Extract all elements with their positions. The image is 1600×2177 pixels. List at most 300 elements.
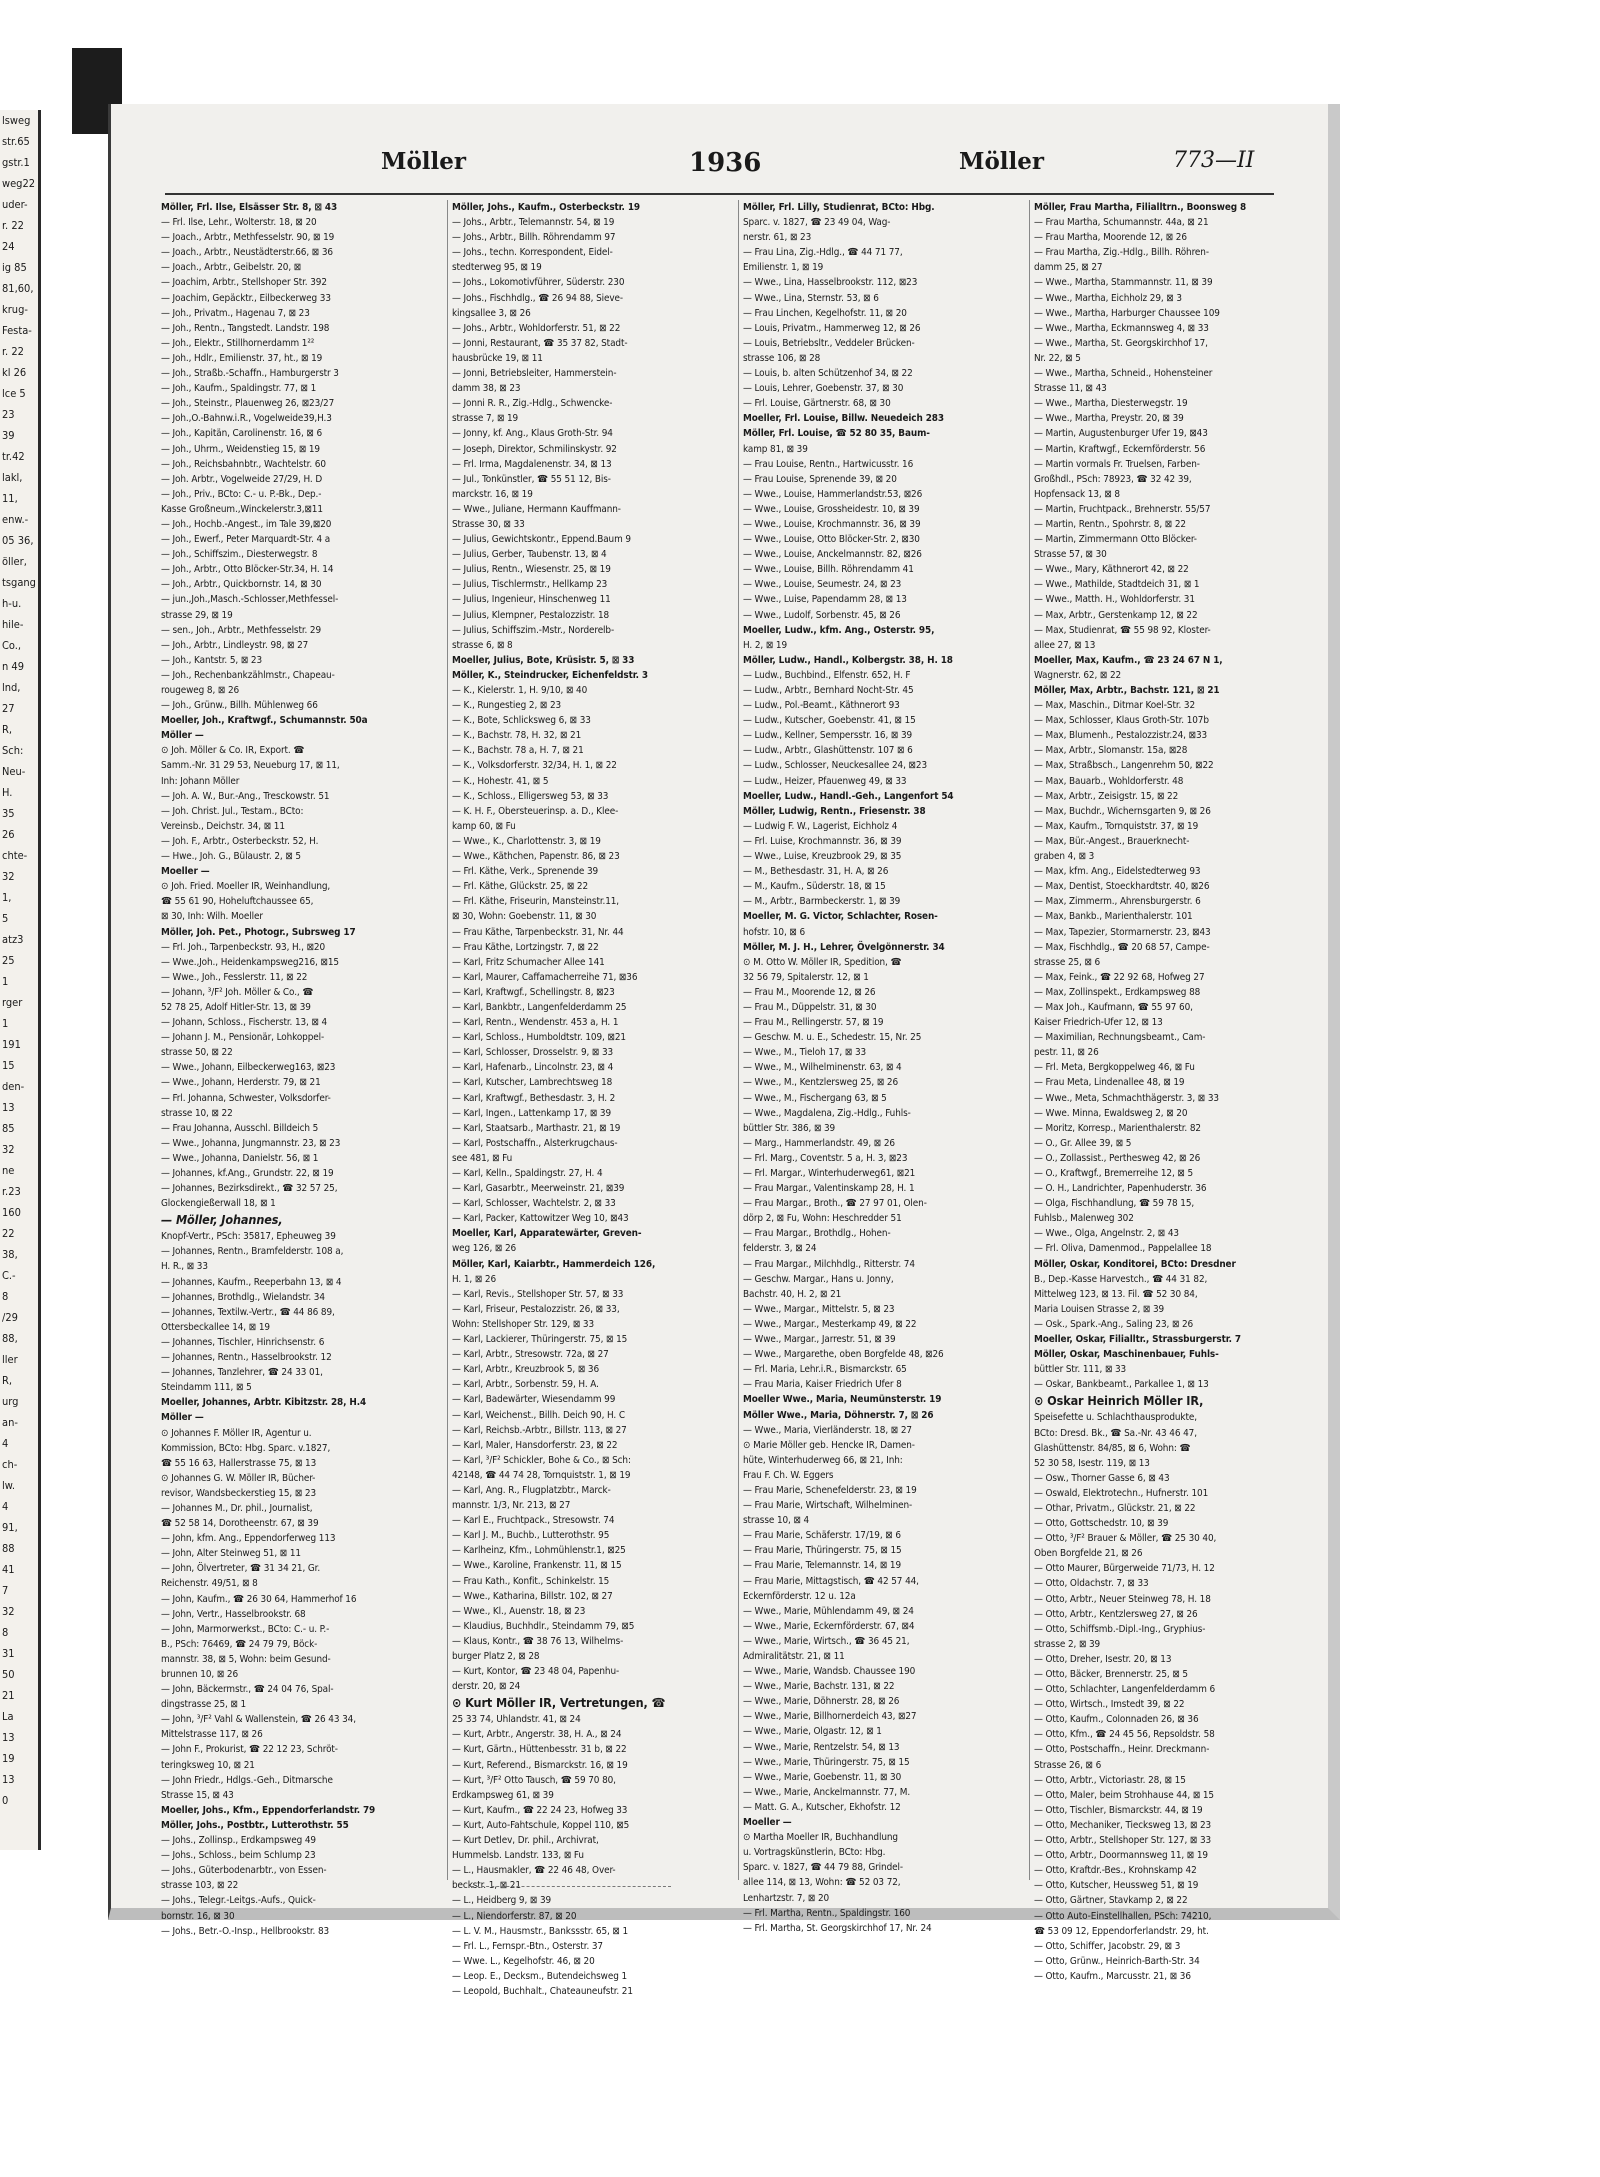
directory-entry: — Joh., Hochb.-Angest., im Tale 39,⊠20	[161, 518, 332, 530]
directory-entry: Strasse 26, ⊠ 6	[1034, 1759, 1102, 1771]
directory-entry: — Otto, Oldachstr. 7, ⊠ 33	[1034, 1578, 1149, 1590]
directory-entry: — Johannes, Rentn., Bramfelderstr. 108 a,	[161, 1246, 344, 1258]
directory-entry: — Wwe., Louise, Krochmannstr. 36, ⊠ 39	[743, 518, 921, 530]
directory-entry: — Karl, Packer, Kattowitzer Weg 10, ⊠43	[452, 1213, 629, 1225]
previous-page-fragment: öller,	[2, 555, 27, 568]
previous-page-fragment: r. 22	[2, 345, 24, 358]
directory-entry: burger Platz 2, ⊠ 28	[452, 1651, 540, 1662]
header-rule	[165, 193, 1274, 195]
directory-entry: Strasse 30, ⊠ 33	[452, 518, 525, 530]
directory-entry: beckstr. 1, ⊠ 21	[452, 1880, 521, 1892]
directory-entry: — Joh., Reichsbahnbtr., Wachtelstr. 60	[161, 458, 326, 470]
directory-entry: — Julius, Schiffszim.-Mstr., Norderelb-	[452, 624, 615, 636]
directory-entry: — Frl. Maria, Lehr.i.R., Bismarckstr. 65	[743, 1364, 907, 1376]
directory-entry: — Klaus, Kontr., ☎ 38 76 13, Wilhelms-	[452, 1635, 624, 1647]
directory-entry: — Otto Maurer, Bürgerweide 71/73, H. 12	[1034, 1563, 1215, 1575]
directory-entry: Möller, Ludw., Handl., Kolbergstr. 38, H. 18	[743, 654, 953, 666]
previous-page-fragment: 25	[2, 954, 15, 967]
previous-page-fragment: 32	[2, 870, 15, 883]
directory-entry: allee 114, ⊠ 13, Wohn: ☎ 52 03 72,	[743, 1877, 901, 1889]
directory-entry: — Joh., Priv., BCto: C.- u. P.-Bk., Dep.-	[161, 488, 322, 500]
previous-page-fragment: 88,	[2, 1332, 18, 1345]
directory-entry: — Wwe. Minna, Ewaldsweg 2, ⊠ 20	[1034, 1107, 1188, 1119]
previous-page-edge	[0, 110, 41, 1850]
directory-entry: Samm.-Nr. 31 29 53, Neueburg 17, ⊠ 11,	[161, 760, 340, 772]
directory-entry: — Joh., Kaufm., Spaldingstr. 77, ⊠ 1	[161, 383, 317, 395]
directory-entry: — Jul., Tonkünstler, ☎ 55 51 12, Bis-	[452, 473, 611, 485]
previous-page-fragment: 8	[2, 1290, 9, 1303]
directory-entry: — Wwe., Karoline, Frankenstr. 11, ⊠ 15	[452, 1560, 622, 1572]
directory-entry: derstr. 20, ⊠ 24	[452, 1681, 521, 1693]
previous-page-fragment: R,	[2, 1374, 13, 1387]
directory-entry: — Karl, Weichenst., Billh. Deich 90, H. C	[452, 1409, 625, 1421]
column-3	[739, 200, 1030, 1934]
directory-entry: — Ludw., Kellner, Sempersstr. 16, ⊠ 39	[743, 730, 913, 742]
directory-entry: — Wwe., M., Wilhelminenstr. 63, ⊠ 4	[743, 1062, 902, 1074]
directory-entry: ⊙ M. Otto W. Möller IR, Spedition, ☎	[743, 956, 902, 968]
previous-page-fragment: urg	[2, 1395, 19, 1408]
directory-entry: — Johannes, Rentn., Hasselbrookstr. 12	[161, 1352, 332, 1364]
directory-entry: Eckernförderstr. 12 u. 12a	[743, 1590, 856, 1602]
directory-entry: ⊙ Joh. Fried. Moeller IR, Weinhandlung,	[161, 881, 331, 893]
directory-entry: — Joh., Privatm., Hagenau 7, ⊠ 23	[161, 307, 310, 319]
directory-entry: — Julius, Gerber, Taubenstr. 13, ⊠ 4	[452, 549, 607, 561]
directory-entry: strasse 103, ⊠ 22	[161, 1880, 239, 1892]
directory-entry: — Hwe., Joh. G., Bülaustr. 2, ⊠ 5	[161, 851, 301, 863]
directory-entry: — Wwe., Lina, Hasselbrookstr. 112, ⊠23	[743, 277, 918, 289]
directory-entry: — Jonny, kf. Ang., Klaus Groth-Str. 94	[452, 428, 613, 440]
directory-entry: — Karl, Badewärter, Wiesendamm 99	[452, 1394, 616, 1406]
directory-entry: — Joh., Arbtr., Otto Blöcker-Str.34, H. 14	[161, 564, 334, 576]
directory-entry: Moeller Wwe., Maria, Neumünsterstr. 19	[743, 1394, 942, 1406]
previous-page-fragment: C.-	[2, 1269, 16, 1282]
directory-entry: — Otto, Tischler, Bismarckstr. 44, ⊠ 19	[1034, 1804, 1203, 1816]
directory-entry: — Wwe., Matth. H., Wohldorferstr. 31	[1034, 594, 1195, 606]
previous-page-fragment: Festa-	[2, 324, 32, 337]
column-1	[157, 200, 448, 1937]
directory-entry: — Kurt, Kaufm., ☎ 22 24 23, Hofweg 33	[452, 1804, 628, 1816]
directory-entry: — K., Hohestr. 41, ⊠ 5	[452, 775, 549, 787]
directory-entry: nerstr. 61, ⊠ 23	[743, 232, 812, 244]
previous-page-fragment: atz3	[2, 933, 24, 946]
directory-entry: — Joh., Straßb.-Schaffn., Hamburgerstr 3	[161, 368, 339, 380]
directory-entry: — John, Kaufm., ☎ 26 30 64, Hammerhof 16	[161, 1593, 357, 1605]
directory-entry: — Frl. Louise, Gärtnerstr. 68, ⊠ 30	[743, 398, 891, 410]
directory-entry: — Wwe., Margar., Mittelstr. 5, ⊠ 23	[743, 1303, 895, 1315]
previous-page-fragment: uder-	[2, 198, 28, 211]
previous-page-fragment: 26	[2, 828, 15, 841]
directory-entry: — Karl, Hafenarb., Lincolnstr. 23, ⊠ 4	[452, 1062, 614, 1074]
directory-entry: — Otto, Arbtr., Stellshoper Str. 127, ⊠ 33	[1034, 1835, 1212, 1847]
directory-entry: — Wwe., Margarethe, oben Borgfelde 48, ⊠26	[743, 1349, 944, 1361]
directory-entry: — Frl. Luise, Krochmannstr. 36, ⊠ 39	[743, 835, 902, 847]
directory-entry: — Johs., Güterbodenarbtr., von Essen-	[161, 1865, 327, 1877]
directory-entry: — Wwe., Martha, Schneid., Hohensteiner	[1034, 368, 1213, 380]
previous-page-fragment: 1	[2, 975, 9, 988]
directory-entry: — John, Bäckermstr., ☎ 24 04 76, Spal-	[161, 1684, 334, 1696]
previous-page-fragment: 11,	[2, 492, 18, 505]
directory-entry: damm 25, ⊠ 27	[1034, 262, 1103, 274]
previous-page-fragment: 24	[2, 240, 15, 253]
directory-entry: — Otto, Arbtr., Doormannsweg 11, ⊠ 19	[1034, 1850, 1208, 1862]
directory-entry: Glashüttenstr. 84/85, ⊠ 6, Wohn: ☎	[1034, 1442, 1191, 1454]
directory-entry: — Martin, Kraftwgf., Eckernförderstr. 56	[1034, 443, 1206, 455]
directory-entry: — Frl. Irma, Magdalenenstr. 34, ⊠ 13	[452, 458, 612, 470]
directory-entry: Inh: Johann Möller	[161, 775, 240, 787]
directory-entry: — Max, Arbtr., Zeisigstr. 15, ⊠ 22	[1034, 790, 1179, 802]
directory-entry: — Wwe., Marie, Bachstr. 131, ⊠ 22	[743, 1681, 895, 1693]
previous-page-fragment: str.65	[2, 135, 30, 148]
directory-entry: Knopf-Vertr., PSch: 35817, Epheuweg 39	[161, 1231, 336, 1243]
previous-page-fragment: lsweg	[2, 114, 31, 127]
directory-entry: — Max, Dentist, Stoeckhardtstr. 40, ⊠26	[1034, 881, 1210, 893]
directory-entry: Frau F. Ch. W. Eggers	[743, 1469, 834, 1481]
directory-entry: Moeller, Frl. Louise, Billw. Neuedeich 283	[743, 413, 944, 425]
directory-entry: — Otto, Bäcker, Brennerstr. 25, ⊠ 5	[1034, 1669, 1188, 1680]
previous-page-fragment: an-	[2, 1416, 18, 1429]
directory-entry: Moeller, Karl, Apparatewärter, Greven-	[452, 1228, 642, 1240]
directory-entry: ⊙ Martha Moeller IR, Buchhandlung	[743, 1832, 898, 1844]
directory-entry: — Frau Margar., Broth., ☎ 27 97 01, Olen-	[743, 1198, 927, 1210]
directory-entry: — L., Hausmakler, ☎ 22 46 48, Over-	[452, 1865, 616, 1877]
directory-entry: — Joach., Arbtr., Geibelstr. 20, ⊠	[161, 262, 302, 274]
directory-entry: hüte, Winterhuderweg 66, ⊠ 21, Inh:	[743, 1454, 903, 1466]
directory-entry: strasse 7, ⊠ 19	[452, 413, 519, 425]
directory-entry: — Max, Bür.-Angest., Brauerknecht-	[1034, 835, 1190, 847]
directory-entry: — Frau Louise, Rentn., Hartwicusstr. 16	[743, 458, 914, 470]
directory-entry: — Karl, ³/F² Schickler, Bohe & Co., ⊠ Sch:	[452, 1454, 631, 1466]
directory-entry: Ottersbeckallee 14, ⊠ 19	[161, 1321, 270, 1333]
directory-entry: — Otto, Kraftdr.-Bes., Krohnskamp 42	[1034, 1865, 1197, 1877]
directory-entry: — Joh. Christ. Jul., Testam., BCto:	[161, 805, 304, 817]
previous-page-fragment: lw.	[2, 1479, 15, 1492]
previous-page-fragment: H.	[2, 786, 13, 799]
directory-entry: Mittelstrasse 117, ⊠ 26	[161, 1729, 263, 1741]
directory-entry: ⊙ Joh. Möller & Co. IR, Export. ☎	[161, 745, 305, 757]
directory-entry: — Jonni, Betriebsleiter, Hammerstein-	[452, 368, 617, 380]
directory-entry: — Karl, Fritz Schumacher Allee 141	[452, 956, 605, 968]
previous-page-fragment: 41	[2, 1563, 15, 1576]
directory-entry: — Joh., Kantstr. 5, ⊠ 23	[161, 654, 263, 666]
previous-page-fragment: gstr.1	[2, 156, 30, 169]
directory-entry: — John, Vertr., Hasselbrookstr. 68	[161, 1608, 306, 1620]
directory-entry: Möller, M. J. H., Lehrer, Övelgönnerstr. 34	[743, 941, 945, 953]
previous-page-fragment: 85	[2, 1122, 15, 1135]
directory-entry: — Wwe., Margar., Mesterkamp 49, ⊠ 22	[743, 1318, 917, 1330]
directory-entry: — Julius, Tischlermstr., Hellkamp 23	[452, 579, 608, 591]
directory-entry: Möller, Johs., Kaufm., Osterbeckstr. 19	[452, 202, 640, 213]
previous-page-fragment: tsgang	[2, 576, 36, 589]
previous-page-fragment: 32	[2, 1605, 15, 1618]
directory-entry: büttler Str. 386, ⊠ 39	[743, 1122, 836, 1134]
directory-entry: — K., Bachstr. 78, H. 32, ⊠ 21	[452, 730, 582, 742]
directory-entry: Möller, Frl. Louise, ☎ 52 80 35, Baum-	[743, 428, 930, 440]
directory-entry: — Johs., Arbtr., Telemannstr. 54, ⊠ 19	[452, 217, 615, 229]
directory-entry: strasse 10, ⊠ 22	[161, 1107, 233, 1119]
directory-entry: Admiralitätstr. 21, ⊠ 11	[743, 1651, 845, 1662]
directory-entry: — Frl. Käthe, Glückstr. 25, ⊠ 22	[452, 881, 588, 893]
directory-entry: Moeller, Johannes, Arbtr. Kibitzstr. 28, H.4	[161, 1397, 367, 1409]
directory-entry: — Otto, Kaufm., Marcusstr. 21, ⊠ 36	[1034, 1970, 1191, 1982]
directory-entry: u. Vortragskünstlerin, BCto: Hbg.	[743, 1847, 886, 1859]
directory-entry: — Osk., Spark.-Ang., Saling 23, ⊠ 26	[1034, 1318, 1194, 1330]
directory-entry: Möller Wwe., Maria, Döhnerstr. 7, ⊠ 26	[743, 1409, 934, 1421]
directory-entry: — Wwe., Johanna, Jungmannstr. 23, ⊠ 23	[161, 1137, 341, 1149]
directory-entry: 52 30 58, Isestr. 119, ⊠ 13	[1034, 1457, 1150, 1469]
directory-entry: — Wwe., Luise, Kreuzbrook 29, ⊠ 35	[743, 851, 902, 863]
directory-entry: — Karl, Kraftwgf., Bethesdastr. 3, H. 2	[452, 1092, 616, 1104]
directory-entry: — Wwe., Marie, Billhornerdeich 43, ⊠27	[743, 1711, 917, 1723]
directory-entry: — Max, Arbtr., Slomanstr. 15a, ⊠28	[1034, 745, 1188, 757]
directory-entry: — Joh., Ewerf., Peter Marquardt-Str. 4 a	[161, 534, 331, 546]
directory-entry: — Karl, Maurer, Caffamacherreihe 71, ⊠36	[452, 971, 638, 983]
directory-entry: graben 4, ⊠ 3	[1034, 851, 1095, 863]
previous-page-fragment: 13	[2, 1731, 15, 1744]
directory-entry: hausbrücke 19, ⊠ 11	[452, 352, 543, 364]
directory-entry: stedterweg 95, ⊠ 19	[452, 262, 542, 274]
directory-entry: — Johannes M., Dr. phil., Journalist,	[161, 1502, 313, 1514]
directory-entry: teringksweg 10, ⊠ 21	[161, 1759, 255, 1771]
directory-entry: — Wwe., Juliane, Hermann Kauffmann-	[452, 503, 621, 515]
directory-entry: kingsallee 3, ⊠ 26	[452, 307, 531, 319]
directory-entry: — Frau Marie, Wirtschaft, Wilhelminen-	[743, 1500, 913, 1512]
directory-entry: — Max, Feink., ☎ 22 92 68, Hofweg 27	[1034, 971, 1205, 983]
previous-page-fragment: 5	[2, 912, 9, 925]
directory-entry: — Martin, Zimmermann Otto Blöcker-	[1034, 534, 1197, 546]
directory-entry: Strasse 15, ⊠ 43	[161, 1789, 234, 1801]
directory-entry: — Wwe., Olga, Angelnstr. 2, ⊠ 43	[1034, 1228, 1179, 1240]
directory-entry: — Joach., Arbtr., Neustädterstr.66, ⊠ 36	[161, 247, 333, 259]
directory-entry: — Wwe., Marie, Olgastr. 12, ⊠ 1	[743, 1726, 882, 1738]
directory-entry: — Joh., Rechenbankzählmstr., Chapeau-	[161, 669, 335, 681]
directory-entry: rougeweg 8, ⊠ 26	[161, 685, 240, 696]
directory-entry: Moeller —	[161, 866, 210, 878]
directory-entry: — Max, Straßbsch., Langenrehm 50, ⊠22	[1034, 760, 1214, 772]
directory-entry: — Frau Martha, Zig.-Hdlg., Billh. Röhren-	[1034, 247, 1209, 259]
directory-entry: — Max, Maschin., Ditmar Koel-Str. 32	[1034, 700, 1196, 712]
directory-entry: dörp 2, ⊠ Fu, Wohn: Heschredder 51	[743, 1213, 902, 1225]
previous-page-fragment: 1	[2, 1017, 9, 1030]
directory-entry: — Wwe., K., Charlottenstr. 3, ⊠ 19	[452, 835, 601, 847]
directory-entry: ⊙ Johannes F. Möller IR, Agentur u.	[161, 1427, 312, 1439]
directory-entry: — Wwe.,Joh., Heidenkampsweg216, ⊠15	[161, 956, 339, 968]
directory-entry: — Wwe., Meta, Schmachthägerstr. 3, ⊠ 33	[1034, 1092, 1219, 1104]
directory-entry: bornstr. 16, ⊠ 30	[161, 1910, 235, 1922]
previous-page-fragment: kl 26	[2, 366, 27, 379]
directory-entry: — Oskar, Bankbeamt., Parkallee 1, ⊠ 13	[1034, 1379, 1209, 1391]
previous-page-fragment: 38,	[2, 1248, 18, 1261]
directory-entry: Möller, Frau Martha, Filialltrn., Boonsweg 8	[1034, 202, 1247, 213]
directory-entry: — O. H., Landrichter, Papenhuderstr. 36	[1034, 1183, 1207, 1195]
directory-entry: — John, kfm. Ang., Eppendorferweg 113	[161, 1533, 336, 1545]
directory-entry: — Max, Zimmerm., Ahrensburgerstr. 6	[1034, 896, 1201, 908]
directory-entry: Sparc. v. 1827, ☎ 44 79 88, Grindel-	[743, 1862, 903, 1874]
directory-entry: ⊠ 30, Inh: Wilh. Moeller	[161, 911, 263, 923]
directory-entry: — Frau Lina, Zig.-Hdlg., ☎ 44 71 77,	[743, 247, 903, 259]
directory-entry: — Wwe., Mathilde, Stadtdeich 31, ⊠ 1	[1034, 579, 1200, 591]
directory-entry: Wagnerstr. 62, ⊠ 22	[1034, 669, 1122, 681]
directory-entry: Moeller, M. G. Victor, Schlachter, Rosen-	[743, 911, 938, 923]
directory-entry: — M., Kaufm., Süderstr. 18, ⊠ 15	[743, 881, 886, 893]
directory-entry: Vereinsb., Deichstr. 34, ⊠ 11	[161, 820, 285, 832]
directory-entry: Kommission, BCto: Hbg. Sparc. v.1827,	[161, 1442, 331, 1454]
directory-entry: Moeller, Ludw., kfm. Ang., Osterstr. 95,	[743, 624, 935, 636]
directory-entry: — Martin, Augustenburger Ufer 19, ⊠43	[1034, 428, 1208, 440]
directory-entry: — Johannes, Textilw.-Vertr., ☎ 44 86 89,	[161, 1306, 335, 1318]
directory-entry: — Otto, Arbtr., Victoriastr. 28, ⊠ 15	[1034, 1774, 1186, 1786]
directory-entry: — Karl, Kelln., Spaldingstr. 27, H. 4	[452, 1168, 603, 1179]
directory-entry: — Max, kfm. Ang., Eidelstedterweg 93	[1034, 866, 1201, 878]
directory-entry: Möller, Frl. Ilse, Elsässer Str. 8, ⊠ 43	[161, 202, 338, 213]
directory-entry: marckstr. 16, ⊠ 19	[452, 488, 533, 500]
directory-entry: — Otto, Grünw., Heinrich-Barth-Str. 34	[1034, 1955, 1200, 1967]
directory-entry: — Joach., Arbtr., Methfesselstr. 90, ⊠ 19	[161, 232, 335, 244]
directory-entry: Maria Louisen Strasse 2, ⊠ 39	[1034, 1303, 1165, 1315]
directory-entry: Bachstr. 40, H. 2, ⊠ 21	[743, 1288, 842, 1300]
directory-entry: — Wwe., Marie, Goebenstr. 11, ⊠ 30	[743, 1771, 902, 1783]
previous-page-fragment: 8	[2, 1626, 9, 1639]
directory-entry: — Frl. Martha, St. Georgskirchhof 17, Nr. 24	[743, 1922, 932, 1934]
directory-entry: — Wwe., Martha, St. Georgskirchhof 17,	[1034, 337, 1208, 349]
directory-entry: — Wwe., Johanna, Danielstr. 56, ⊠ 1	[161, 1152, 319, 1164]
directory-entry: ☎ 55 16 63, Hallerstrasse 75, ⊠ 13	[161, 1457, 317, 1469]
directory-entry: — Karl, Revis., Stellshoper Str. 57, ⊠ 33	[452, 1288, 624, 1300]
previous-page-fragment: lce 5	[2, 387, 26, 400]
directory-entry: — Karl, Arbtr., Stresowstr. 72a, ⊠ 27	[452, 1349, 609, 1361]
directory-entry: — Johs., Telegr.-Leitgs.-Aufs., Quick-	[161, 1895, 316, 1907]
previous-page-fragment: ller	[2, 1353, 18, 1366]
directory-entry: — M., Bethesdastr. 31, H. A, ⊠ 26	[743, 866, 889, 878]
directory-entry: — Max, Studienrat, ☎ 55 98 92, Kloster-	[1034, 624, 1211, 636]
directory-entry: Moeller, Oskar, Filialltr., Strassburgerstr. 7	[1034, 1334, 1241, 1346]
directory-entry: — sen., Joh., Arbtr., Methfesselstr. 29	[161, 624, 322, 636]
directory-entry: — O., Gr. Allee 39, ⊠ 5	[1034, 1137, 1132, 1149]
directory-entry: — Karl, Postschaffn., Alsterkrugchaus-	[452, 1137, 618, 1149]
previous-page-fragment: rger	[2, 996, 23, 1009]
directory-entry: — Karl, Rentn., Wendenstr. 453 a, H. 1	[452, 1017, 619, 1029]
running-head-right: Möller	[959, 148, 1045, 175]
previous-page-fragment: 19	[2, 1752, 15, 1765]
directory-entry: Moeller, Max, Kaufm., ☎ 23 24 67 N 1,	[1034, 654, 1223, 666]
directory-entry: damm 38, ⊠ 23	[452, 383, 521, 395]
directory-entry: Möller, Johs., Postbtr., Lutterothstr. 55	[161, 1819, 349, 1831]
directory-entry: Oben Borgfelde 21, ⊠ 26	[1034, 1548, 1143, 1560]
previous-page-fragment: ch-	[2, 1458, 18, 1471]
previous-page-fragment: 31	[2, 1647, 15, 1660]
directory-entry: Moeller, Ludw., Handl.-Geh., Langenfort 54	[743, 790, 954, 802]
directory-entry: ⊙ Kurt Möller IR, Vertretungen, ☎	[452, 1695, 666, 1711]
directory-entry: — Joh., Elektr., Stillhornerdamm 1²²	[161, 337, 315, 349]
directory-entry: ☎ 53 09 12, Eppendorferlandstr. 29, ht.	[1034, 1925, 1209, 1937]
directory-entry: strasse 6, ⊠ 8	[452, 639, 513, 651]
directory-entry: — Julius, Klempner, Pestalozzistr. 18	[452, 609, 610, 621]
directory-entry: — Wwe., M., Tieloh 17, ⊠ 33	[743, 1047, 867, 1059]
directory-entry: strasse 106, ⊠ 28	[743, 352, 821, 364]
directory-entry: — Frau Marie, Schenefelderstr. 23, ⊠ 19	[743, 1484, 917, 1496]
directory-entry: — Martin, Rentn., Spohrstr. 8, ⊠ 22	[1034, 518, 1186, 530]
directory-entry: Hummelsb. Landstr. 133, ⊠ Fu	[452, 1850, 584, 1862]
directory-entry: — Karl, Schlosser, Wachtelstr. 2, ⊠ 33	[452, 1198, 616, 1210]
directory-entry: — Wwe., Ludolf, Sorbenstr. 45, ⊠ 26	[743, 609, 901, 621]
directory-entry: — Wwe., M., Fischergang 63, ⊠ 5	[743, 1092, 887, 1104]
directory-entry: — Johannes, Kaufm., Reeperbahn 13, ⊠ 4	[161, 1276, 342, 1288]
directory-entry: — Moritz, Korresp., Marienthalerstr. 82	[1034, 1122, 1201, 1134]
directory-entry: Kasse Großneum.,Winckelerstr.3,⊠11	[161, 503, 323, 515]
directory-entry: — Wwe., Johann, Herderstr. 79, ⊠ 21	[161, 1077, 321, 1089]
directory-entry: — Möller, Johannes,	[161, 1212, 283, 1228]
directory-entry: mannstr. 1/3, Nr. 213, ⊠ 27	[452, 1500, 571, 1512]
directory-entry: — Johannes, Brothdlg., Wielandstr. 34	[161, 1291, 325, 1303]
directory-entry: — K., Rungestieg 2, ⊠ 23	[452, 700, 562, 712]
directory-entry: — Kurt, Referend., Bismarckstr. 16, ⊠ 19	[452, 1759, 628, 1771]
directory-entry: — Wwe., Marie, Rentzelstr. 54, ⊠ 13	[743, 1741, 900, 1753]
directory-entry: — Joh., Arbtr., Lindleystr. 98, ⊠ 27	[161, 639, 309, 651]
directory-entry: — Ludw., Kutscher, Goebenstr. 41, ⊠ 15	[743, 715, 916, 727]
directory-entry: Kaiser Friedrich-Ufer 12, ⊠ 13	[1034, 1017, 1163, 1029]
previous-page-fragment: 35	[2, 807, 15, 820]
directory-entry: — Otto, Arbtr., Kentzlersweg 27, ⊠ 26	[1034, 1608, 1198, 1620]
directory-entry: — Karl, Bankbtr., Langenfelderdamm 25	[452, 1001, 627, 1013]
directory-entry: — Wwe., Martha, Preystr. 20, ⊠ 39	[1034, 413, 1184, 425]
directory-entry: — Wwe., Martha, Eckmannsweg 4, ⊠ 33	[1034, 322, 1209, 334]
directory-entry: — Max, Schlosser, Klaus Groth-Str. 107b	[1034, 715, 1209, 727]
directory-entry: — Joh., Arbtr., Quickbornstr. 14, ⊠ 30	[161, 579, 322, 591]
directory-entry: — Frl. Joh., Tarpenbeckstr. 93, H., ⊠20	[161, 941, 326, 953]
directory-entry: — Louis, Privatm., Hammerweg 12, ⊠ 26	[743, 322, 921, 334]
directory-entry: — Joh., Steinstr., Plauenweg 26, ⊠23/27	[161, 398, 335, 410]
directory-entry: — Joseph, Direktor, Schmilinskystr. 92	[452, 443, 617, 455]
directory-entry: — Leop. E., Decksm., Butendeichsweg 1	[452, 1970, 628, 1982]
directory-entry: — Frau Martha, Moorende 12, ⊠ 26	[1034, 232, 1187, 244]
directory-entry: — Max, Arbtr., Gerstenkamp 12, ⊠ 22	[1034, 609, 1198, 621]
directory-entry: — Otto, Schiffsmb.-Dipl.-Ing., Gryphius-	[1034, 1623, 1206, 1635]
directory-entry: 52 78 25, Adolf Hitler-Str. 13, ⊠ 39	[161, 1001, 311, 1013]
directory-entry: — Wwe., Margar., Jarrestr. 51, ⊠ 39	[743, 1334, 896, 1346]
previous-page-fragment: tr.42	[2, 450, 25, 463]
page-number: 773—II	[1173, 148, 1255, 173]
directory-entry: — Louis, b. alten Schützenhof 34, ⊠ 22	[743, 368, 913, 380]
directory-entry: — Frl. Käthe, Friseurin, Mansteinstr.11,	[452, 896, 620, 908]
directory-entry: Lenhartzstr. 7, ⊠ 20	[743, 1892, 830, 1904]
directory-entry: — Frau Margar., Milchhdlg., Ritterstr. 74	[743, 1258, 915, 1270]
directory-entry: Möller, Oskar, Maschinenbauer, Fuhls-	[1034, 1349, 1219, 1361]
directory-entry: — Frl. L., Fernspr.-Btn., Osterstr. 37	[452, 1940, 603, 1952]
directory-entry: — Joh., Rentn., Tangstedt. Landstr. 198	[161, 322, 330, 334]
directory-entry: — O., Kraftwgf., Bremerreihe 12, ⊠ 5	[1034, 1168, 1194, 1179]
directory-entry: — K., Bote, Schlicksweg 6, ⊠ 33	[452, 715, 591, 727]
previous-page-fragment: den-	[2, 1080, 25, 1093]
directory-entry: — Otto, Kutscher, Heussweg 51, ⊠ 19	[1034, 1880, 1199, 1892]
directory-entry: — Otto, Mechaniker, Tiecksweg 13, ⊠ 23	[1034, 1819, 1212, 1831]
previous-page-fragment: 05 36,	[2, 534, 34, 547]
directory-entry: — Johann, Schloss., Fischerstr. 13, ⊠ 4	[161, 1017, 328, 1029]
directory-entry: — Frau Marie, Thüringerstr. 75, ⊠ 15	[743, 1545, 902, 1557]
directory-entry: — Karl, Schlosser, Drosselstr. 9, ⊠ 33	[452, 1047, 614, 1059]
directory-entry: — Julius, Gewichtskontr., Eppend.Baum 9	[452, 534, 631, 546]
directory-entry: — Wwe., Joh., Fesslerstr. 11, ⊠ 22	[161, 971, 308, 983]
directory-entry: — Otto, ³/F² Brauer & Möller, ☎ 25 30 40,	[1034, 1533, 1217, 1545]
directory-entry: Möller, Ludwig, Rentn., Friesenstr. 38	[743, 805, 926, 817]
previous-page-fragment: ne	[2, 1164, 15, 1177]
previous-page-fragment: chte-	[2, 849, 28, 862]
directory-entry: Moeller, Joh., Kraftwgf., Schumannstr. 50a	[161, 715, 368, 727]
previous-page-fragment: 50	[2, 1668, 15, 1681]
directory-entry: kamp 81, ⊠ 39	[743, 443, 808, 455]
directory-entry: — Johs., Schloss., beim Schlump 23	[161, 1850, 316, 1862]
directory-entry: — Johann J. M., Pensionär, Lohkoppel-	[161, 1032, 325, 1044]
directory-entry: — Jonni, Restaurant, ☎ 35 37 82, Stadt-	[452, 337, 628, 349]
directory-entry: mannstr. 38, ⊠ 5, Wohn: beim Gesund-	[161, 1653, 331, 1665]
